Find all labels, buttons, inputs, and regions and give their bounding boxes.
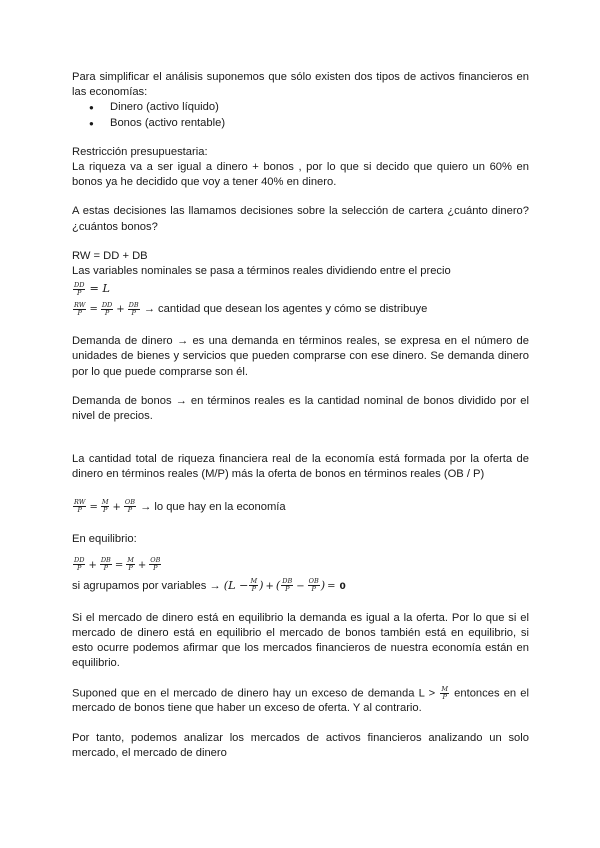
walras-paragraph: Si el mercado de dinero está en equilibrio la demanda es igual a la oferta. Por lo que si el mercado de dinero está en equilibrio el mercado de bonos también está en equilibrio, si esto ocurre podemos afirmar que los mercados financieros de nuestra economía están en equilibrio.	[72, 611, 529, 670]
restriction-paragraph: La riqueza va a ser igual a dinero + bonos , por lo que si decido que quiero un 60% en bonos ya he decidido que voy a tener 40% en dinero.	[72, 161, 529, 189]
grouped-prefix: si agrupamos por variables →	[72, 579, 221, 592]
fraction-db-p: $\frac{DB}{P}$	[100, 556, 111, 573]
total-wealth-paragraph: La cantidad total de riqueza financiera real de la economía está formada por la oferta de dinero en términos reales (M/P) más la oferta de bonos en términos reales (OB / P)	[72, 453, 529, 481]
equation-grouped: si agrupamos por variables → (L − $\frac{M}{P}$ ) + ( $\frac{DB}{P}$ − $\frac{OB}{P}$ ) = 0	[72, 577, 346, 594]
fraction-dd-p: $\frac{DD}{P}$	[101, 300, 113, 317]
equation-dd-l	[72, 279, 529, 299]
fraction-m-p: $\frac{M}{P}$	[250, 577, 258, 594]
equation-equilibrium: $\frac{DD}{P}$ + $\frac{DB}{P}$ = $\frac{M}{P}$ + $\frac{OB}{P}$	[74, 556, 161, 573]
equation-rw-supply: $\frac{RW}{P}$ = $\frac{M}{P}$ + $\frac{OB}{P}$ → lo que hay en la economía	[74, 498, 286, 515]
fraction-rw-p: $\frac{RW}{P}$	[74, 300, 86, 317]
document-page	[72, 70, 529, 761]
fraction-dd-p: $\frac{DD}{P}$	[74, 556, 85, 573]
fraction-db-p: $\frac{DB}{P}$	[128, 300, 139, 317]
asset-types-list	[72, 100, 529, 130]
fraction-ob-p: $\frac{OB}{P}$	[124, 498, 135, 515]
fraction-ob-p: $\frac{OB}{P}$	[308, 577, 319, 594]
fraction-ob-p: $\frac{OB}{P}$	[150, 556, 161, 573]
equation-explanation: → lo que hay en la economía	[140, 500, 286, 513]
real-terms-paragraph: Las variables nominales se pasa a términos reales dividiendo entre el precio	[72, 265, 451, 278]
conclusion-paragraph: Por tanto, podemos analizar los mercados de activos financieros analizando un solo mercado, el mercado de dinero	[72, 731, 529, 759]
excess-paragraph: Suponed que en el mercado de dinero hay un exceso de demanda L > $\frac{M}{P}$ entonces en el mercado de bonos tiene que haber un exceso de oferta. Y al contrario.	[72, 684, 530, 715]
fraction-m-p: $\frac{M}{P}$	[441, 684, 448, 701]
list-item-money: ● Dinero (activo líquido)	[72, 100, 529, 115]
restriction-heading: Restricción presupuestaria:	[72, 145, 208, 158]
equation-explanation: → cantidad que desean los agentes y cómo se distribuye	[143, 303, 428, 316]
wealth-equation: RW = DD + DB	[72, 249, 148, 262]
fraction-db-p: $\frac{DB}{P}$	[282, 577, 293, 594]
equation-rhs: = L	[89, 282, 110, 296]
intro-paragraph: Para simplificar el análisis suponemos que sólo existen dos tipos de activos financieros en las economías:	[72, 71, 529, 99]
portfolio-paragraph: A estas decisiones las llamamos decisiones sobre la selección de cartera ¿cuánto dinero? ¿cuántos bonos?	[72, 205, 529, 233]
bond-demand-paragraph: Demanda de bonos → en términos reales es la cantidad nominal de bonos dividido por el nivel de precios.	[72, 394, 529, 423]
equation-rw-split: $\frac{RW}{P}$ = $\frac{DD}{P}$ + $\frac{DB}{P}$ → cantidad que desean los agentes y cómo se distribuye	[74, 300, 428, 317]
equilibrium-heading: En equilibrio:	[72, 532, 137, 545]
money-demand-paragraph: Demanda de dinero → es una demanda en términos reales, se expresa en el número de unidades de bienes y servicios que pueden comprarse con ese dinero. Se demanda dinero por lo que puede comprarse son él.	[72, 335, 529, 378]
list-item-bonds: ● Bonos (activo rentable)	[72, 116, 529, 131]
fraction-m-p: $\frac{M}{P}$	[101, 498, 109, 515]
fraction-m-p: $\frac{M}{P}$	[127, 556, 134, 573]
zero-value: 0	[339, 581, 346, 592]
fraction-dd-p: $\frac{DD}{P}$	[74, 280, 85, 297]
fraction-rw-p: $\frac{RW}{P}$	[74, 498, 86, 515]
